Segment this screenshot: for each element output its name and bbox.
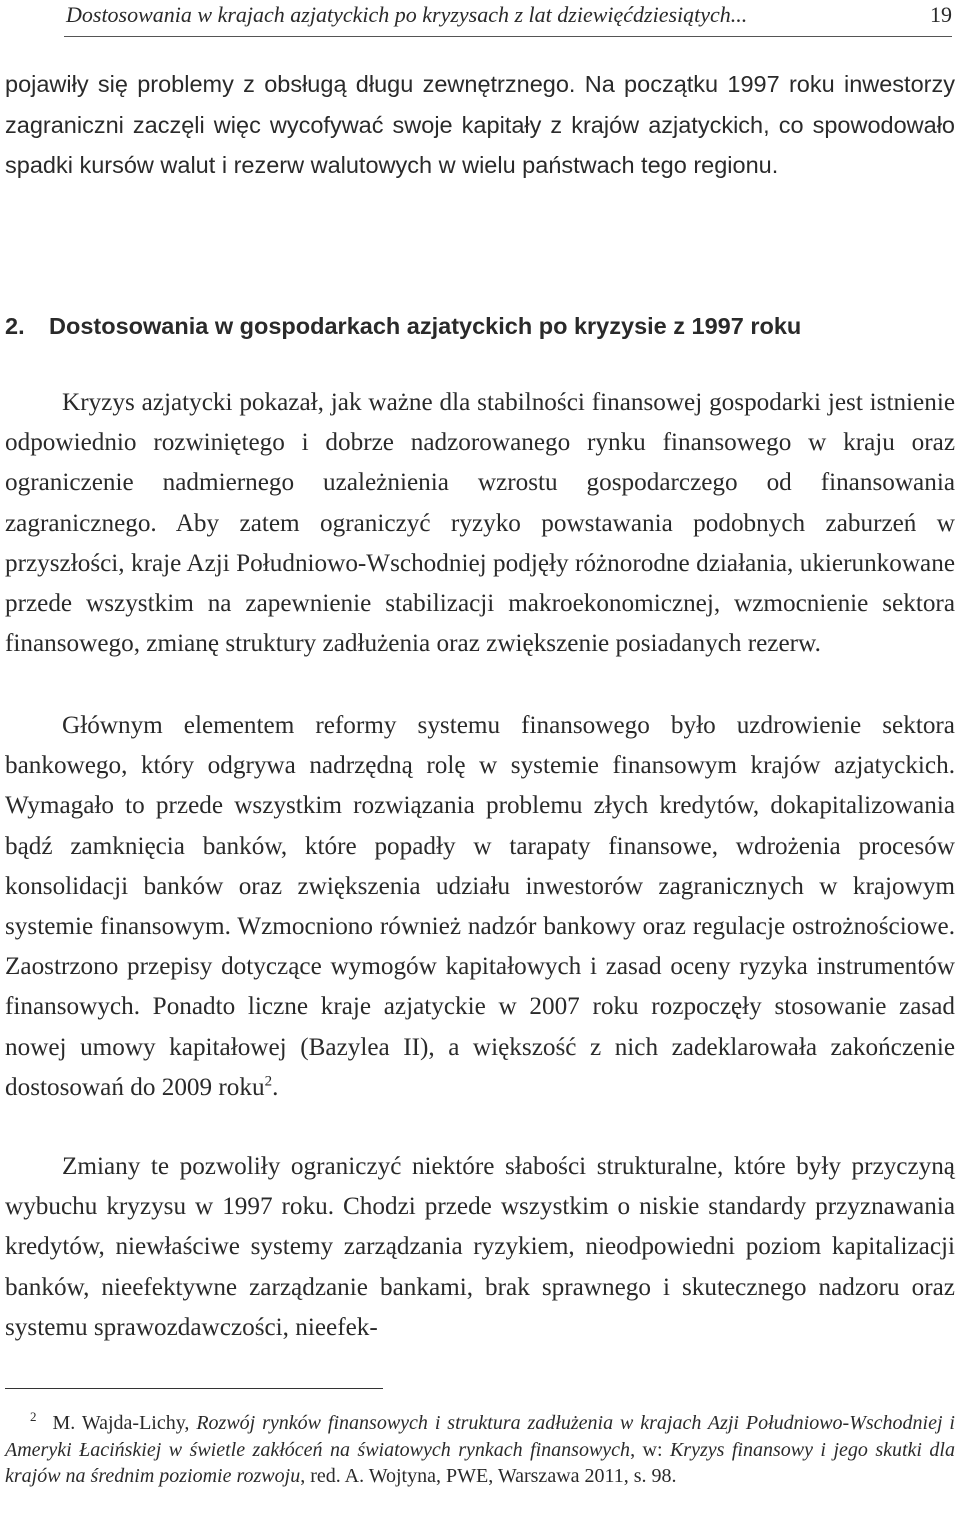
running-header <box>66 0 952 32</box>
footnote-reference[interactable]: 2 <box>264 1073 273 1090</box>
body-paragraph-1: Kryzys azjatycki pokazał, jak ważne dla stabilności finansowej gospodarki jest istnienie odpowiednio rozwiniętego i dobrze nadzorowanego rynku finansowego w kraju oraz ograniczenie nadmiernego uzależnienia wzrostu gospodarczego od finansowania zagranicznego. Aby zatem ograniczyć ryzyko powstawania podobnych zaburzeń w przyszłości, kraje Azji Południowo-Wschodniej podjęły różnorodne działania, ukierunkowane przede wszystkim na zapewnienie stabilizacji makroekonomicznej, wzmocnienie sektora finansowego, zmianę struktury zadłużenia oraz zwiększenie posiadanych rezerw. <box>5 389 955 658</box>
footnote-title: Rozwój rynków finansowych i struktura zadłużenia w krajach Azji Południowo-Wschodniej i Ameryki Łacińskiej w świetle zakłóceń na światowych rynkach finansowych <box>5 1412 955 1461</box>
section-title: Dostosowania w gospodarkach azjatyckich po kryzysie z 1997 roku <box>49 313 802 339</box>
section-number: 2. <box>5 313 25 339</box>
footnote-in-prefix: , w: <box>630 1438 670 1461</box>
body-paragraph-3: Zmiany te pozwoliły ograniczyć niektóre słabości strukturalne, które były przyczyną wybuchu kryzysu w 1997 roku. Chodzi przede wszystkim o niskie standardy przyznawania kredytów, niewłaściwe systemy zarządzania ryzykiem, nieodpowiedni poziom kapitalizacji banków, nieefektywne zarządzanie bankami, brak sprawnego i skutecznego nadzoru oraz systemu sprawozdawczości, nieefek- <box>5 1153 955 1341</box>
footnote-book-title: Kryzys finansowy i jego skutki dla krajów na średnim poziomie rozwoju <box>5 1438 955 1487</box>
paragraph-2-end: . <box>272 1073 279 1101</box>
intro-paragraph: pojawiły się problemy z obsługą długu zewnętrznego. Na początku 1997 roku inwestorzy zagraniczni zaczęli więc wycofywać swoje kapitały z krajów azjatyckich, co spowodowało spadki kursów walut i rezerw walutowych w wielu państwach tego regionu. <box>5 71 955 178</box>
footnote-publication: , red. A. Wojtyna, PWE, Warszawa 2011, s. 98. <box>300 1465 677 1487</box>
paragraph-2-text: Głównym elementem reformy systemu finansowego było uzdrowienie sektora bankowego, który odgrywa nadrzędną rolę w systemie finansowym krajów azjatyckich. Wymagało to przede wszystkim rozwiązania problemu złych kredytów, dokapitalizowania bądź zamknięcia banków, które popadły w tarapaty finansowe, wdrożenia procesów konsolidacji banków oraz zwiększenia udziału inwestorów zagranicznych w krajowym systemie finansowym. Wzmocniono również nadzór bankowy oraz regulacje ostrożnościowe. Zaostrzono przepisy dotyczące wymogów kapitałowych i zasad oceny ryzyka instrumentów finansowych. Ponadto liczne kraje azjatyckie w 2007 roku rozpoczęły stosowanie zasad nowej umowy kapitałowej (Bazylea II), a większość z nich zadeklarowała zakończenie dostosowań do 2009 roku <box>5 712 955 1101</box>
header-rule <box>64 36 952 37</box>
footnote-rule <box>5 1388 383 1389</box>
footnote-marker: 2 <box>30 1409 37 1425</box>
footnote-author: M. Wajda-Lichy, <box>52 1412 197 1434</box>
footnote <box>5 1410 955 1490</box>
section-heading <box>5 306 955 346</box>
body-paragraph-2 <box>5 706 955 1108</box>
running-title: Dostosowania w krajach azjatyckich po kryzysach z lat dziewięćdziesiątych... <box>66 2 748 27</box>
page-number: 19 <box>930 2 952 27</box>
